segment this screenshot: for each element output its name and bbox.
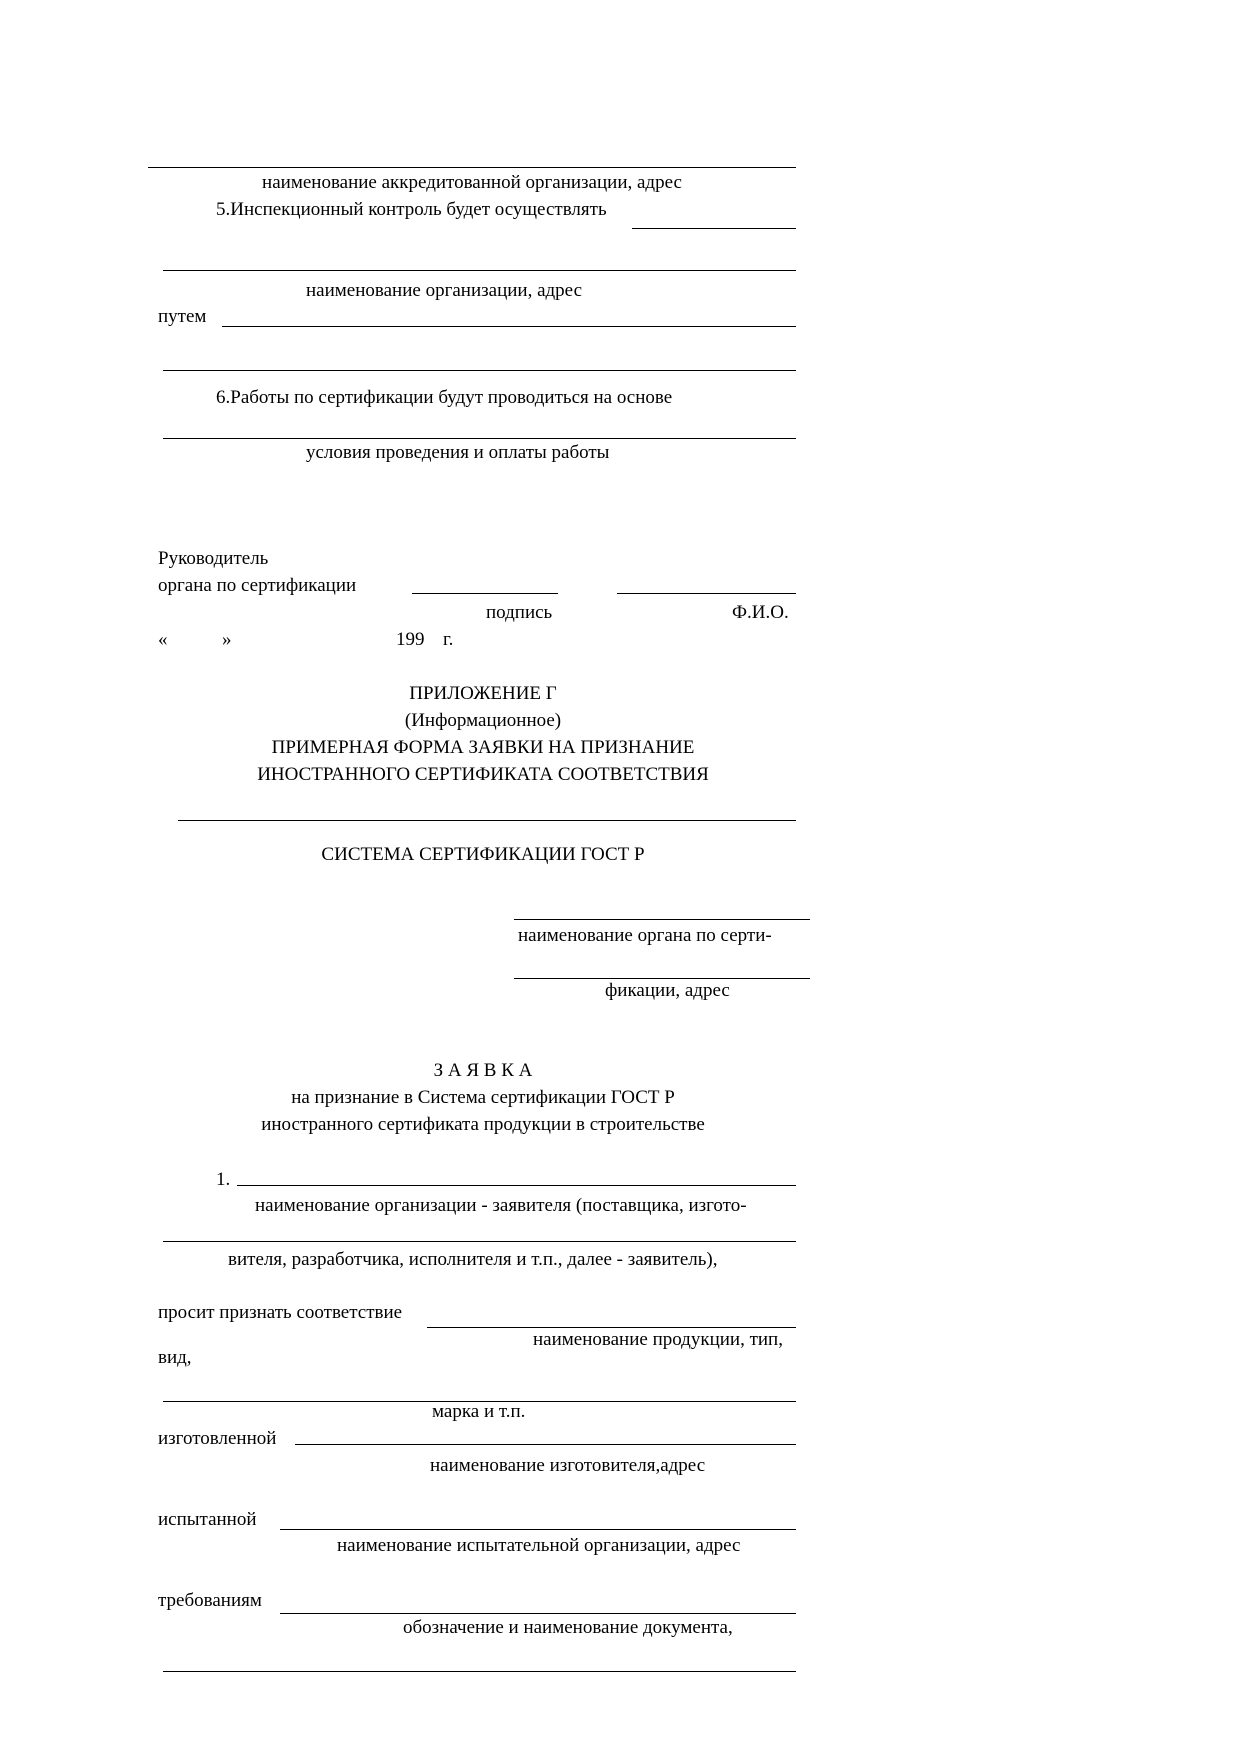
head-label-line1: Руководитель [158, 548, 269, 569]
caption-mark: марка и т.п. [432, 1401, 526, 1422]
asks-line [427, 1327, 796, 1328]
caption-body-1: наименование органа по серти- [518, 925, 772, 946]
tested-line [280, 1529, 796, 1530]
requirements-line [280, 1613, 796, 1614]
item-1-line [237, 1185, 796, 1186]
caption-conditions: условия проведения и оплаты работы [306, 442, 610, 463]
by-means-label: путем [158, 306, 207, 327]
item-5-text: 5.Инспекционный контроль будет осуществлять [216, 199, 607, 220]
caption-org: наименование организации, адрес [306, 280, 583, 301]
appendix-heading-line1: ПРИМЕРНАЯ ФОРМА ЗАЯВКИ НА ПРИЗНАНИЕ [271, 737, 695, 758]
caption-signature: подпись [486, 602, 553, 623]
date-quote-close: » [222, 629, 232, 650]
requirements-label: требованиям [158, 1590, 262, 1611]
application-title: З А Я В К А [433, 1060, 533, 1081]
date-year: 199 [396, 629, 425, 650]
manufactured-label: изготовленной [158, 1428, 277, 1449]
date-quote-open: « [158, 629, 168, 650]
caption-body-2: фикации, адрес [605, 980, 730, 1001]
asks-label: просит признать соответствие [158, 1302, 403, 1323]
application-subtitle-1: на признание в Система сертификации ГОСТ Р [291, 1087, 675, 1108]
by-means-line [222, 326, 796, 327]
caption-accredited-org: наименование аккредитованной организации, адрес [262, 172, 682, 193]
date-year-suffix: г. [443, 629, 454, 650]
caption-manufacturer: наименование изготовителя,адрес [430, 1455, 706, 1476]
by-means-line-2 [163, 370, 796, 371]
accredited-org-line [148, 167, 796, 168]
head-label-line2: органа по сертификации [158, 575, 357, 596]
appendix-subtitle: (Информационное) [404, 710, 562, 731]
appendix-heading-line2: ИНОСТРАННОГО СЕРТИФИКАТА СООТВЕТСТВИЯ [257, 764, 709, 785]
caption-applicant-2: вителя, разработчика, исполнителя и т.п., далее - заявитель), [228, 1249, 718, 1270]
applicant-line-2 [163, 1241, 796, 1242]
body-line-2 [514, 978, 810, 979]
tested-label: испытанной [158, 1509, 257, 1530]
caption-test-org: наименование испытательной организации, адрес [337, 1535, 741, 1556]
application-subtitle-2: иностранного сертификата продукции в строительстве [261, 1114, 705, 1135]
org-line [163, 270, 796, 271]
body-line-1 [514, 919, 810, 920]
caption-applicant-1: наименование организации - заявителя (поставщика, изгото- [255, 1195, 747, 1216]
item-6-text: 6.Работы по сертификации будут проводиться на основе [216, 387, 673, 408]
caption-name: Ф.И.О. [732, 602, 789, 623]
signature-line [412, 593, 558, 594]
appendix-divider [178, 820, 796, 821]
manufactured-line [295, 1444, 796, 1445]
caption-document: обозначение и наименование документа, [403, 1617, 733, 1638]
item-6-line [163, 438, 796, 439]
appendix-title: ПРИЛОЖЕНИЕ Г [409, 683, 557, 704]
system-title: СИСТЕМА СЕРТИФИКАЦИИ ГОСТ Р [321, 844, 645, 865]
item-1-number: 1. [216, 1169, 231, 1190]
name-line [617, 593, 796, 594]
caption-product: наименование продукции, тип, [533, 1329, 783, 1350]
item-5-line [632, 228, 796, 229]
kind-label: вид, [158, 1347, 192, 1368]
document-line-2 [163, 1671, 796, 1672]
